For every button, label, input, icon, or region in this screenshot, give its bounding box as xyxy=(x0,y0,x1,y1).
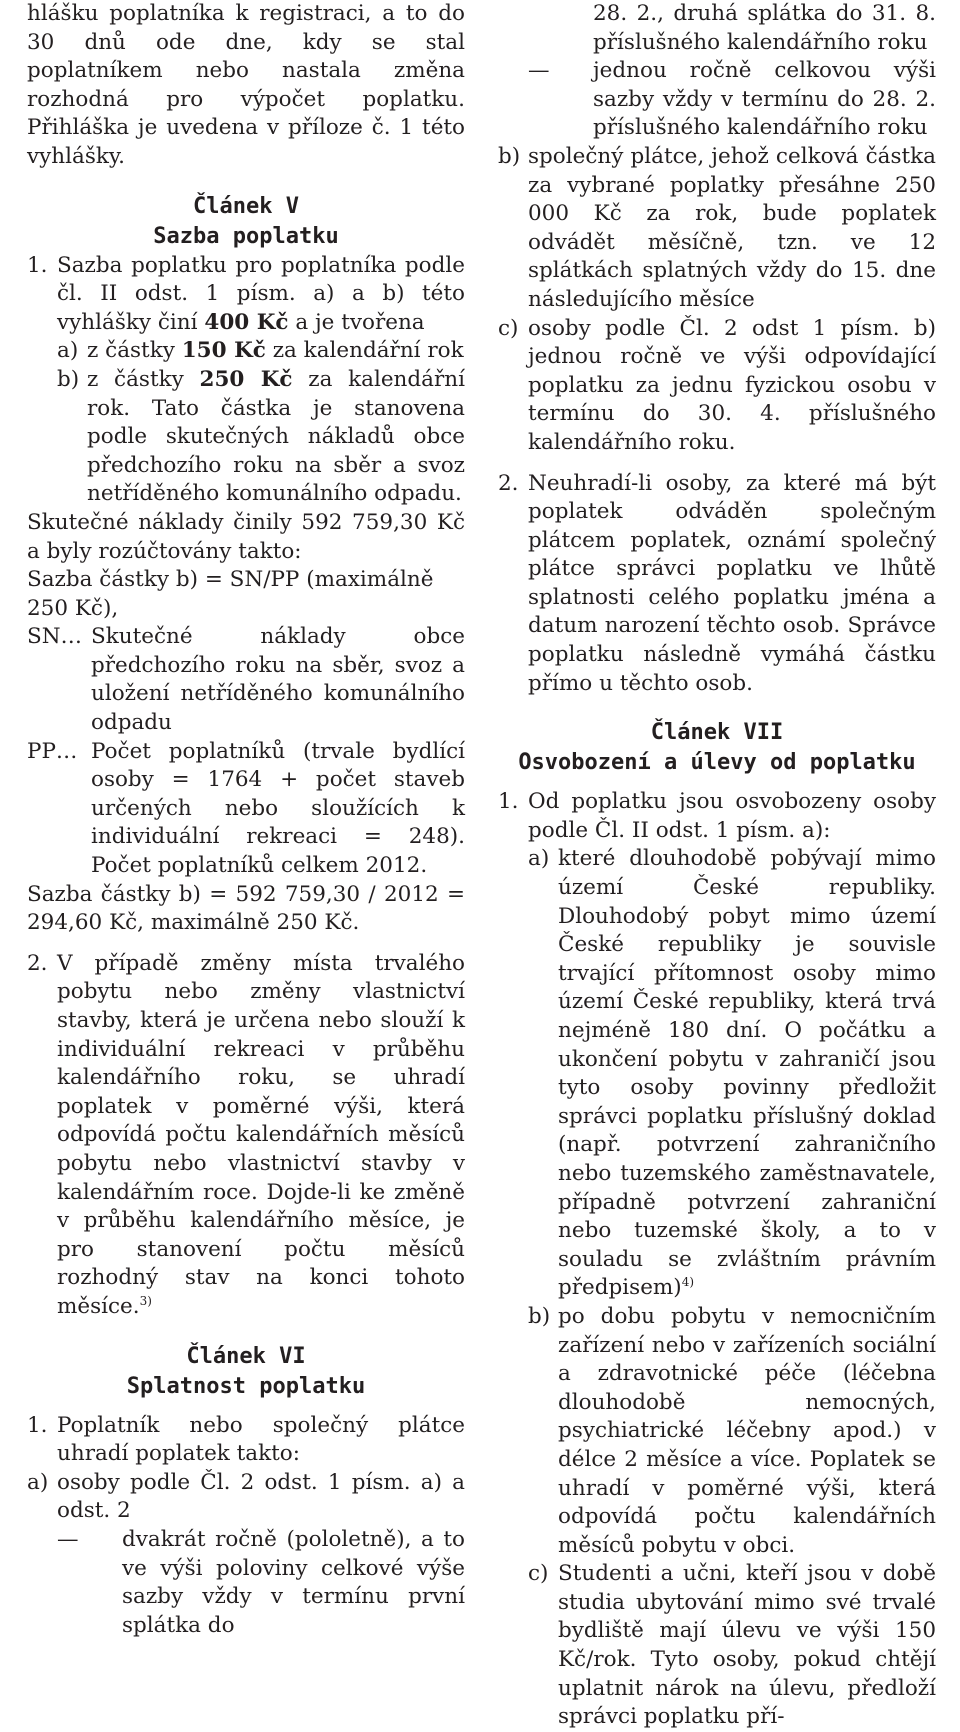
exemption-text: Od poplatku jsou osvobozeny osoby podle Čl. II odst. 1 písm. a): xyxy=(528,789,936,843)
dash-1-continuation: 28. 2., druhá splátka do 31. 8. příslušného kalendářního roku xyxy=(593,1,936,55)
item-b-label: b) xyxy=(57,366,80,392)
dash-2-text: jednou ročně celkovou výši sazby vždy v termínu do 28. 2. příslušného kalendářního roku xyxy=(593,58,936,141)
article-5-title: Článek V xyxy=(193,193,299,219)
pp-definition xyxy=(27,738,465,881)
left-column xyxy=(27,0,465,1640)
exemption-item-c xyxy=(498,1560,936,1732)
item-a-pre: z částky xyxy=(87,338,182,364)
section-2-number: 2. xyxy=(27,950,48,976)
sn-definition xyxy=(27,623,465,737)
payment-dash-2 xyxy=(498,57,936,143)
item-b-pre: z částky xyxy=(87,366,200,392)
pp-label: PP… xyxy=(27,738,78,764)
item-a xyxy=(27,337,465,366)
payment-item-b-text: společný plátce, jehož celková částka za vybrané poplatky přesáhne 250 000 Kč za rok, bude poplatek odvádět měsíčně, tzn. ve 12 splátkách splatných vždy do 15. dne následujícího měsíce xyxy=(528,143,936,312)
calc-paragraph: Sazba částky b) = 592 759,30 / 2012 = 294,60 Kč, maximálně 250 Kč. xyxy=(27,881,465,936)
article-5-subtitle: Sazba poplatku xyxy=(153,223,339,249)
sn-text: Skutečné náklady obce předchozího roku na sběr, svoz a uložení netříděného komunálního odpadu xyxy=(91,624,465,736)
exemption-item-c-text: Studenti a učni, kteří jsou v době studia ubytování mimo své trvalé bydliště mají úlevu ve výši 150 Kč/rok. Tyto osoby, pokud chtějí uplatnit nárok na úlevu, předloží správci poplatku pří- xyxy=(558,1561,936,1730)
item-b-amount: 250 Kč xyxy=(199,366,293,392)
exemption-item-b xyxy=(498,1303,936,1560)
exemption-item-a-text: které dlouhodobě pobývají mimo území České republiky. Dlouhodobý pobyt mimo území České republiky je souvisle trvající přítomnost osoby mimo území České republiky, která trvá nejméně 180 dní. O počátku a ukončení pobytu v zahraničí jsou tyto osoby povinny předložit správci poplatku příslušný doklad (např. potvrzení zahraničního nebo tuzemského zaměstnavatele, případně potvrzení zahraniční nebo tuzemské školy, a to v souladu se zvláštním právním předpisem) xyxy=(558,846,936,1301)
article-7-subtitle: Osvobození a úlevy od poplatku xyxy=(518,750,916,776)
payment-item-a-text: osoby podle Čl. 2 odst. 1 písm. a) a odst. 2 xyxy=(57,1469,465,1524)
exemption-number: 1. xyxy=(498,789,519,815)
formula-paragraph: Sazba částky b) = SN/PP (maximálně 250 Kč), xyxy=(27,567,434,621)
sn-label: SN… xyxy=(27,624,83,650)
pp-text: Počet poplatníků (trvale bydlící osoby = 1764 + počet staveb určených nebo sloužících k individuální rekreaci = 248). Počet poplatníků celkem 2012. xyxy=(91,738,465,879)
section-1-amount: 400 Kč xyxy=(204,309,289,335)
section-1-paragraph xyxy=(27,252,465,338)
item-b-post: za kalendářní rok. Tato částka je stanovena podle skutečných nákladů obce předchozího roku na sběr a svoz netříděného komunálního odpadu. xyxy=(87,366,465,507)
payment-item-c-label: c) xyxy=(498,315,519,341)
footnote-ref-4: 4) xyxy=(681,1275,695,1290)
payment-item-b-label: b) xyxy=(498,143,521,169)
item-a-amount: 150 Kč xyxy=(181,338,266,364)
payment-dash-1 xyxy=(27,1526,465,1640)
section-1-text-b: a je tvořena xyxy=(288,309,425,335)
section-1-number: 1. xyxy=(27,252,48,278)
costs-paragraph: Skutečné náklady činily 592 759,30 Kč a byly rozúčtovány takto: xyxy=(27,509,465,564)
exemption-item-c-label: c) xyxy=(528,1561,549,1587)
payment-item-c-text: osoby podle Čl. 2 odst 1 písm. b) jednou ročně ve výši odpovídající poplatku za jednu fyzickou osobu v termínu do 30. 4. příslušného kalendářního roku. xyxy=(528,315,936,455)
dash-1-text: dvakrát ročně (pololetně), a to ve výši poloviny celkové výše sazby vždy v termínu první splátka do xyxy=(122,1526,465,1638)
exemption-item-b-label: b) xyxy=(528,1303,551,1329)
article-6-title: Článek VI xyxy=(186,1343,306,1369)
section-2-paragraph xyxy=(27,950,465,1322)
payment-item-a-label: a) xyxy=(27,1469,49,1495)
payment-section-2-text: Neuhradí-li osoby, za které má být poplatek odváděn společným plátcem poplatek, oznámí společný plátce správci poplatku ve lhůtě splatnosti celého poplatku jména a datum narození těchto osob. Správce poplatku následně vymáhá částku přímo u těchto osob. xyxy=(528,470,936,696)
article-6-subtitle: Splatnost poplatku xyxy=(126,1373,366,1399)
payment-section-2-number: 2. xyxy=(498,470,519,496)
payment-section-2 xyxy=(498,470,936,699)
payment-paragraph xyxy=(27,1412,465,1469)
exemption-item-a xyxy=(498,845,936,1303)
exemption-item-b-text: po dobu pobytu v nemocničním zařízení nebo v zařízeních sociální a zdravotnické péče (léčebna dlouhodobě nemocných, psychiatrické léčebny apod.) v délce 2 měsíce a více. Poplatek se uhradí v poměrné výši, která odpovídá počtu kalendářních měsíců pobytu v obci. xyxy=(558,1303,936,1558)
exemption-paragraph xyxy=(498,788,936,845)
section-2-text: V případě změny místa trvalého pobytu nebo změny vlastnictví stavby, která je určena nebo slouží k individuální rekreaci v průběhu kalendářního roku, se uhradí poplatek v poměrné výši, která odpovídá počtu kalendářních měsíců pobytu nebo vlastnictví stavby v kalendářním roce. Dojde-li ke změně v průběhu kalendářního měsíce, je pro stanovení počtu měsíců rozhodný stav na konci tohoto měsíce. xyxy=(57,950,465,1319)
payment-item-b xyxy=(498,143,936,315)
section-1-text-a: Sazba poplatku pro poplatníka podle čl. II odst. 1 písm. a) a b) této vyhlášky činí xyxy=(57,252,465,335)
dash-2-label: — xyxy=(528,58,550,84)
payment-item-a xyxy=(27,1469,465,1526)
right-column xyxy=(498,0,936,1732)
payment-item-c xyxy=(498,315,936,458)
exemption-item-a-label: a) xyxy=(528,846,550,872)
payment-number: 1. xyxy=(27,1412,48,1438)
dash-1-label: — xyxy=(57,1526,79,1552)
article-7-title: Článek VII xyxy=(650,720,784,746)
item-a-label: a) xyxy=(57,338,79,364)
item-b xyxy=(27,366,465,509)
payment-text: Poplatník nebo společný plátce uhradí poplatek takto: xyxy=(57,1412,465,1467)
item-a-post: za kalendářní rok xyxy=(265,338,464,364)
footnote-ref-3: 3) xyxy=(139,1293,152,1308)
intro-paragraph: hlášku poplatníka k registraci, a to do 30 dnů ode dne, kdy se stal poplatníkem nebo nastala změna rozhodná pro výpočet poplatku. Přihláška je uvedena v příloze č. 1 této vyhlášky. xyxy=(27,1,465,169)
